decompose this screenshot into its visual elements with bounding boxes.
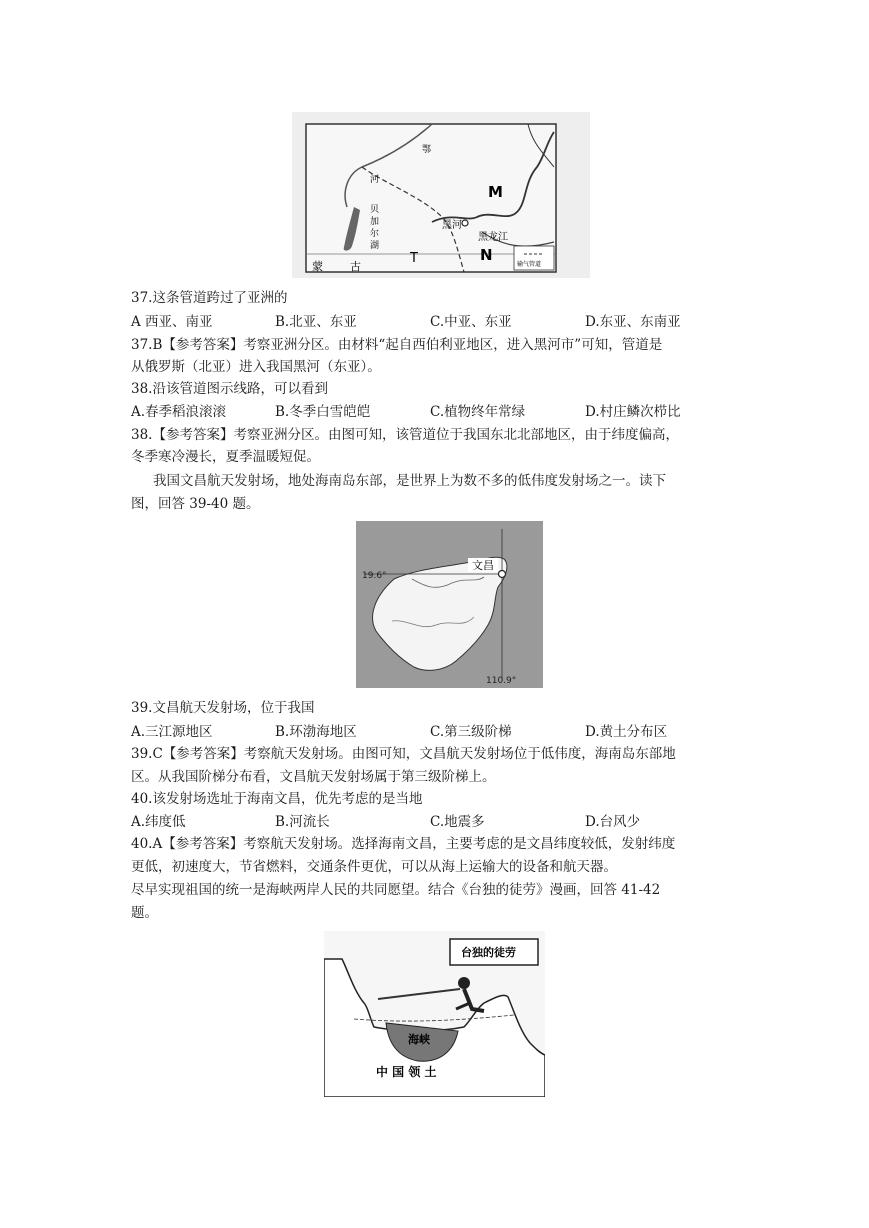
q40-answer-line-1: 40.A【参考答案】考察航天发射场。选择海南文昌，主要考虑的是文昌纬度较低，发射纬度	[131, 836, 676, 852]
map-label-n: N	[480, 246, 493, 264]
cartoon-territory-label: 中 国 领 土	[376, 1065, 437, 1079]
q37-question: 37.这条管道跨过了亚洲的	[131, 290, 288, 306]
q38-option-a: A.春季稻浪滚滚	[131, 404, 227, 420]
intro-39-40-line-2: 图，回答 39-40 题。	[131, 496, 260, 512]
map-label-baikal-3: 尔	[370, 229, 380, 239]
q38-option-d: D.村庄鳞次栉比	[585, 404, 681, 420]
map-label-ob: 鄂	[422, 145, 432, 155]
q40-option-c: C.地震多	[430, 814, 485, 830]
map-label-heihe: 黑河	[442, 220, 462, 231]
map-label-m: M	[488, 183, 503, 201]
map2-lon-label: 110.9°	[486, 676, 517, 686]
q37-option-b: B.北亚、东亚	[275, 314, 357, 330]
q37-option-a: A 西亚、南亚	[131, 314, 213, 330]
q38-option-b: B.冬季白雪皑皑	[275, 404, 371, 420]
map-label-river: 河	[370, 175, 380, 185]
q37-answer-line-1: 37.B【参考答案】考察亚洲分区。由材料“起自西伯利亚地区，进入黑河市”可知，管道是	[131, 337, 663, 353]
map-legend-pipeline: 输气管道	[517, 261, 542, 268]
q39-option-b: B.环渤海地区	[275, 724, 357, 740]
pipeline-map	[292, 112, 590, 278]
q40-option-a: A.纬度低	[131, 814, 186, 830]
hainan-map	[356, 521, 543, 688]
q39-question: 39.文昌航天发射场，位于我国	[131, 700, 315, 716]
map-label-baikal-1: 贝	[370, 205, 380, 215]
map2-lat-label: 19.6°	[362, 571, 387, 581]
q40-question: 40.该发射场选址于海南文昌，优先考虑的是当地	[131, 791, 423, 807]
q39-answer-line-1: 39.C【参考答案】考察航天发射场。由图可知，文昌航天发射场位于低伟度，海南岛东部地	[131, 746, 676, 762]
intro-39-40-line-1: 我国文昌航天发射场，地处海南岛东部，是世界上为数不多的低伟度发射场之一。读下	[153, 473, 666, 489]
q38-answer-line-2: 冬季寒冷漫长，夏季温暖短促。	[131, 449, 320, 465]
map-label-t: T	[410, 251, 418, 266]
cartoon-title: 台独的徒劳	[461, 946, 516, 959]
intro-41-42-line-2: 题。	[131, 905, 158, 921]
map-label-gu: 古	[350, 260, 361, 273]
q40-option-b: B.河流长	[275, 814, 330, 830]
map2-city-label: 文昌	[472, 559, 494, 572]
q37-answer-line-2: 从俄罗斯（北亚）进入我国黑河（东亚）。	[131, 359, 381, 375]
map-label-baikal-2: 加	[370, 217, 380, 227]
map-label-heilongjiang: 黑龙江	[478, 232, 508, 243]
q39-answer-line-2: 区。从我国阶梯分布看，文昌航天发射场属于第三级阶梯上。	[131, 769, 496, 785]
q40-option-d: D.台风少	[585, 814, 641, 830]
cartoon-strait-label: 海峡	[408, 1033, 430, 1046]
q38-option-c: C.植物终年常绿	[430, 404, 526, 420]
q40-answer-line-2: 更低，初速度大，节省燃料，交通条件更优，可以从海上运输大的设备和航天器。	[131, 859, 617, 875]
map-label-mongolia: 蒙	[312, 260, 323, 273]
q37-option-c: C.中亚、东亚	[430, 314, 512, 330]
map-label-baikal-4: 湖	[370, 241, 380, 251]
q38-answer-line-1: 38.【参考答案】考察亚洲分区。由图可知，该管道位于我国东北北部地区，由于纬度偏高，	[131, 427, 679, 443]
q39-option-d: D.黄土分布区	[585, 724, 668, 740]
q39-option-c: C.第三级阶梯	[430, 724, 512, 740]
q38-question: 38.沿该管道图示线路，可以看到	[131, 381, 328, 397]
taiwan-independence-cartoon	[324, 931, 545, 1097]
q37-option-d: D.东亚、东南亚	[585, 314, 681, 330]
q39-option-a: A.三江源地区	[131, 724, 213, 740]
intro-41-42-line-1: 尽早实现祖国的统一是海峡两岸人民的共同愿望。结合《台独的徒劳》漫画，回答 41-42	[131, 882, 661, 898]
